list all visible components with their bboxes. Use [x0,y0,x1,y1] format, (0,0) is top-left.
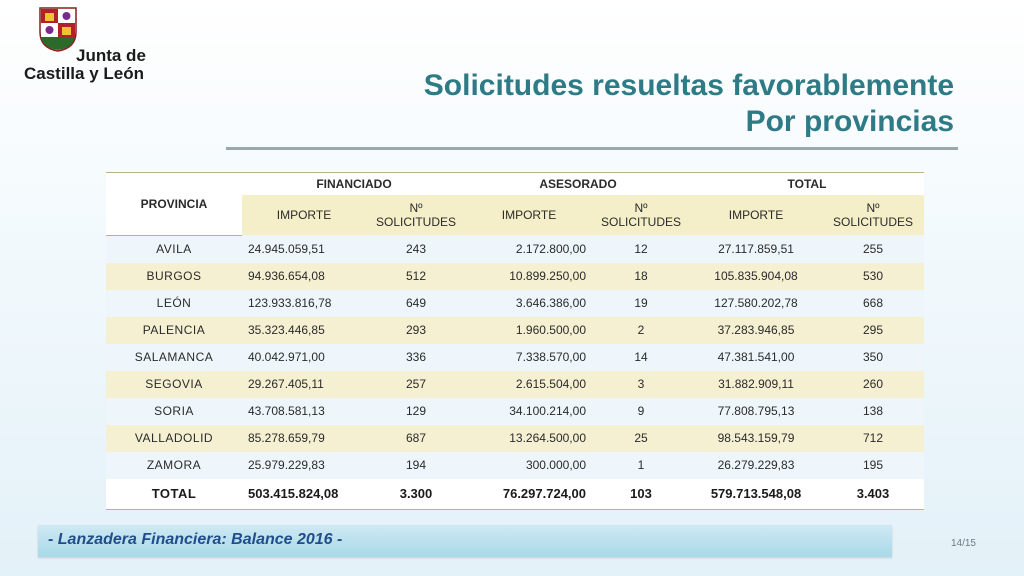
page-number: 14/15 [950,538,976,549]
cell-tot-importe: 127.580.202,78 [714,296,798,310]
cell-ase-importe: 2.172.800,00 [515,241,586,256]
cell-fin-solicitudes: 512 [405,269,427,283]
header-asesorado: ASESORADO [466,173,690,196]
table-row [106,317,924,344]
cell-ase-importe: 10.899.250,00 [509,269,586,283]
header-tot-importe: IMPORTE [690,195,822,235]
table-row [106,371,924,398]
cell-fin-solicitudes: 687 [405,431,427,445]
cell-tot-importe: 47.381.541,00 [717,350,795,364]
cell-tot-solicitudes: 530 [862,269,884,283]
logo-text-line2: Castilla y León [24,64,144,83]
cell-provincia: VALLADOLID [134,431,214,445]
cell-total-ase-solicitudes: 103 [592,479,690,510]
cell-tot-solicitudes: 260 [862,377,884,391]
page-title [424,68,954,140]
table-row [106,263,924,290]
cell-fin-importe: 25.979.229,83 [248,458,325,472]
cell-tot-solicitudes: 138 [862,404,884,418]
cell-ase-importe: 2.615.504,00 [515,377,586,391]
cell-ase-importe: 13.264.500,00 [509,431,586,445]
header-fin-solicitudes: Nº SOLICITUDES [366,195,466,235]
cell-ase-solicitudes: 9 [637,404,645,418]
cell-provincia: SORIA [154,404,194,418]
group-header-row [106,173,924,196]
cell-ase-importe: 3.646.386,00 [515,296,586,310]
cell-ase-importe: 300.000,00 [525,458,586,472]
cell-total-label: TOTAL [106,479,242,510]
table-row [106,290,924,317]
cell-tot-importe: 98.543.159,79 [717,431,795,445]
cell-fin-solicitudes: 257 [405,377,427,391]
cell-ase-importe: 7.338.570,00 [515,350,586,364]
cell-tot-importe: 105.835.904,08 [714,269,798,283]
header-ase-solicitudes: Nº SOLICITUDES [592,195,690,235]
cell-fin-importe: 24.945.059,51 [248,241,325,256]
cell-fin-importe: 35.323.446,85 [248,323,325,337]
footer-banner [38,525,892,557]
cell-fin-importe: 94.936.654,08 [248,269,325,283]
title-line2: Por provincias [745,105,954,138]
table-row [106,452,924,479]
cell-provincia: ZAMORA [146,458,202,472]
cell-ase-solicitudes: 25 [634,431,648,445]
title-line1: Solicitudes resueltas favorablemente [423,69,954,102]
cell-provincia: LEÓN [156,296,192,310]
provinces-table [106,172,924,510]
cell-provincia: AVILA [156,242,192,256]
coat-of-arms-icon [38,6,78,52]
cell-provincia: SALAMANCA [134,350,214,364]
cell-total-tot-importe: 579.713.548,08 [690,479,822,510]
cell-fin-importe: 29.267.405,11 [248,377,324,391]
header-financiado: FINANCIADO [242,173,466,196]
cell-fin-solicitudes: 293 [405,323,427,337]
cell-fin-importe: 40.042.971,00 [248,350,325,364]
table-row [106,425,924,452]
cell-fin-importe: 43.708.581,13 [248,404,325,418]
footer-text: - Lanzadera Financiera: Balance 2016 - [48,531,343,548]
cell-ase-solicitudes: 19 [634,296,648,310]
cell-total-ase-importe: 76.297.724,00 [466,479,592,510]
cell-tot-importe: 77.808.795,13 [717,404,795,418]
header-total: TOTAL [690,173,924,196]
cell-fin-solicitudes: 336 [405,350,427,364]
cell-ase-solicitudes: 12 [634,241,648,256]
cell-tot-solicitudes: 350 [862,350,884,364]
cell-ase-importe: 34.100.214,00 [509,404,586,418]
cell-provincia: PALENCIA [142,323,206,337]
header-provincia: PROVINCIA [106,173,242,236]
header-ase-importe: IMPORTE [466,195,592,235]
cell-total-tot-solicitudes: 3.403 [822,479,924,510]
cell-tot-importe: 37.283.946,85 [717,323,795,337]
cell-fin-solicitudes: 243 [405,241,427,256]
cell-tot-importe: 31.882.909,11 [718,377,794,391]
cell-ase-solicitudes: 2 [637,323,645,337]
cell-ase-solicitudes: 18 [634,269,648,283]
cell-fin-solicitudes: 194 [405,458,427,472]
cell-tot-solicitudes: 668 [862,296,884,310]
cell-total-fin-solicitudes: 3.300 [366,479,466,510]
cell-ase-solicitudes: 3 [637,377,645,391]
header-fin-importe: IMPORTE [242,195,366,235]
cell-fin-solicitudes: 649 [405,296,427,310]
logo-text-line1: Junta de [76,46,146,65]
cell-fin-importe: 123.933.816,78 [248,296,332,310]
cell-total-fin-importe: 503.415.824,08 [242,479,366,510]
cell-tot-importe: 27.117.859,51 [718,241,794,256]
cell-ase-solicitudes: 14 [634,350,648,364]
cell-provincia: BURGOS [146,269,202,283]
cell-tot-solicitudes: 712 [862,431,884,445]
table-row [106,398,924,425]
cell-ase-solicitudes: 1 [637,458,645,472]
cell-fin-importe: 85.278.659,79 [248,431,325,445]
cell-fin-solicitudes: 129 [405,404,427,418]
cell-tot-solicitudes: 295 [862,323,884,337]
title-divider [226,147,958,150]
cell-tot-solicitudes: 195 [862,458,884,472]
table-row [106,235,924,263]
junta-logo [24,6,154,83]
cell-tot-importe: 26.279.229,83 [717,458,795,472]
cell-tot-solicitudes: 255 [862,241,884,256]
header-tot-solicitudes: Nº SOLICITUDES [822,195,924,235]
table-row [106,344,924,371]
cell-provincia: SEGOVIA [145,377,203,391]
total-row [106,479,924,510]
cell-ase-importe: 1.960.500,00 [515,323,586,337]
